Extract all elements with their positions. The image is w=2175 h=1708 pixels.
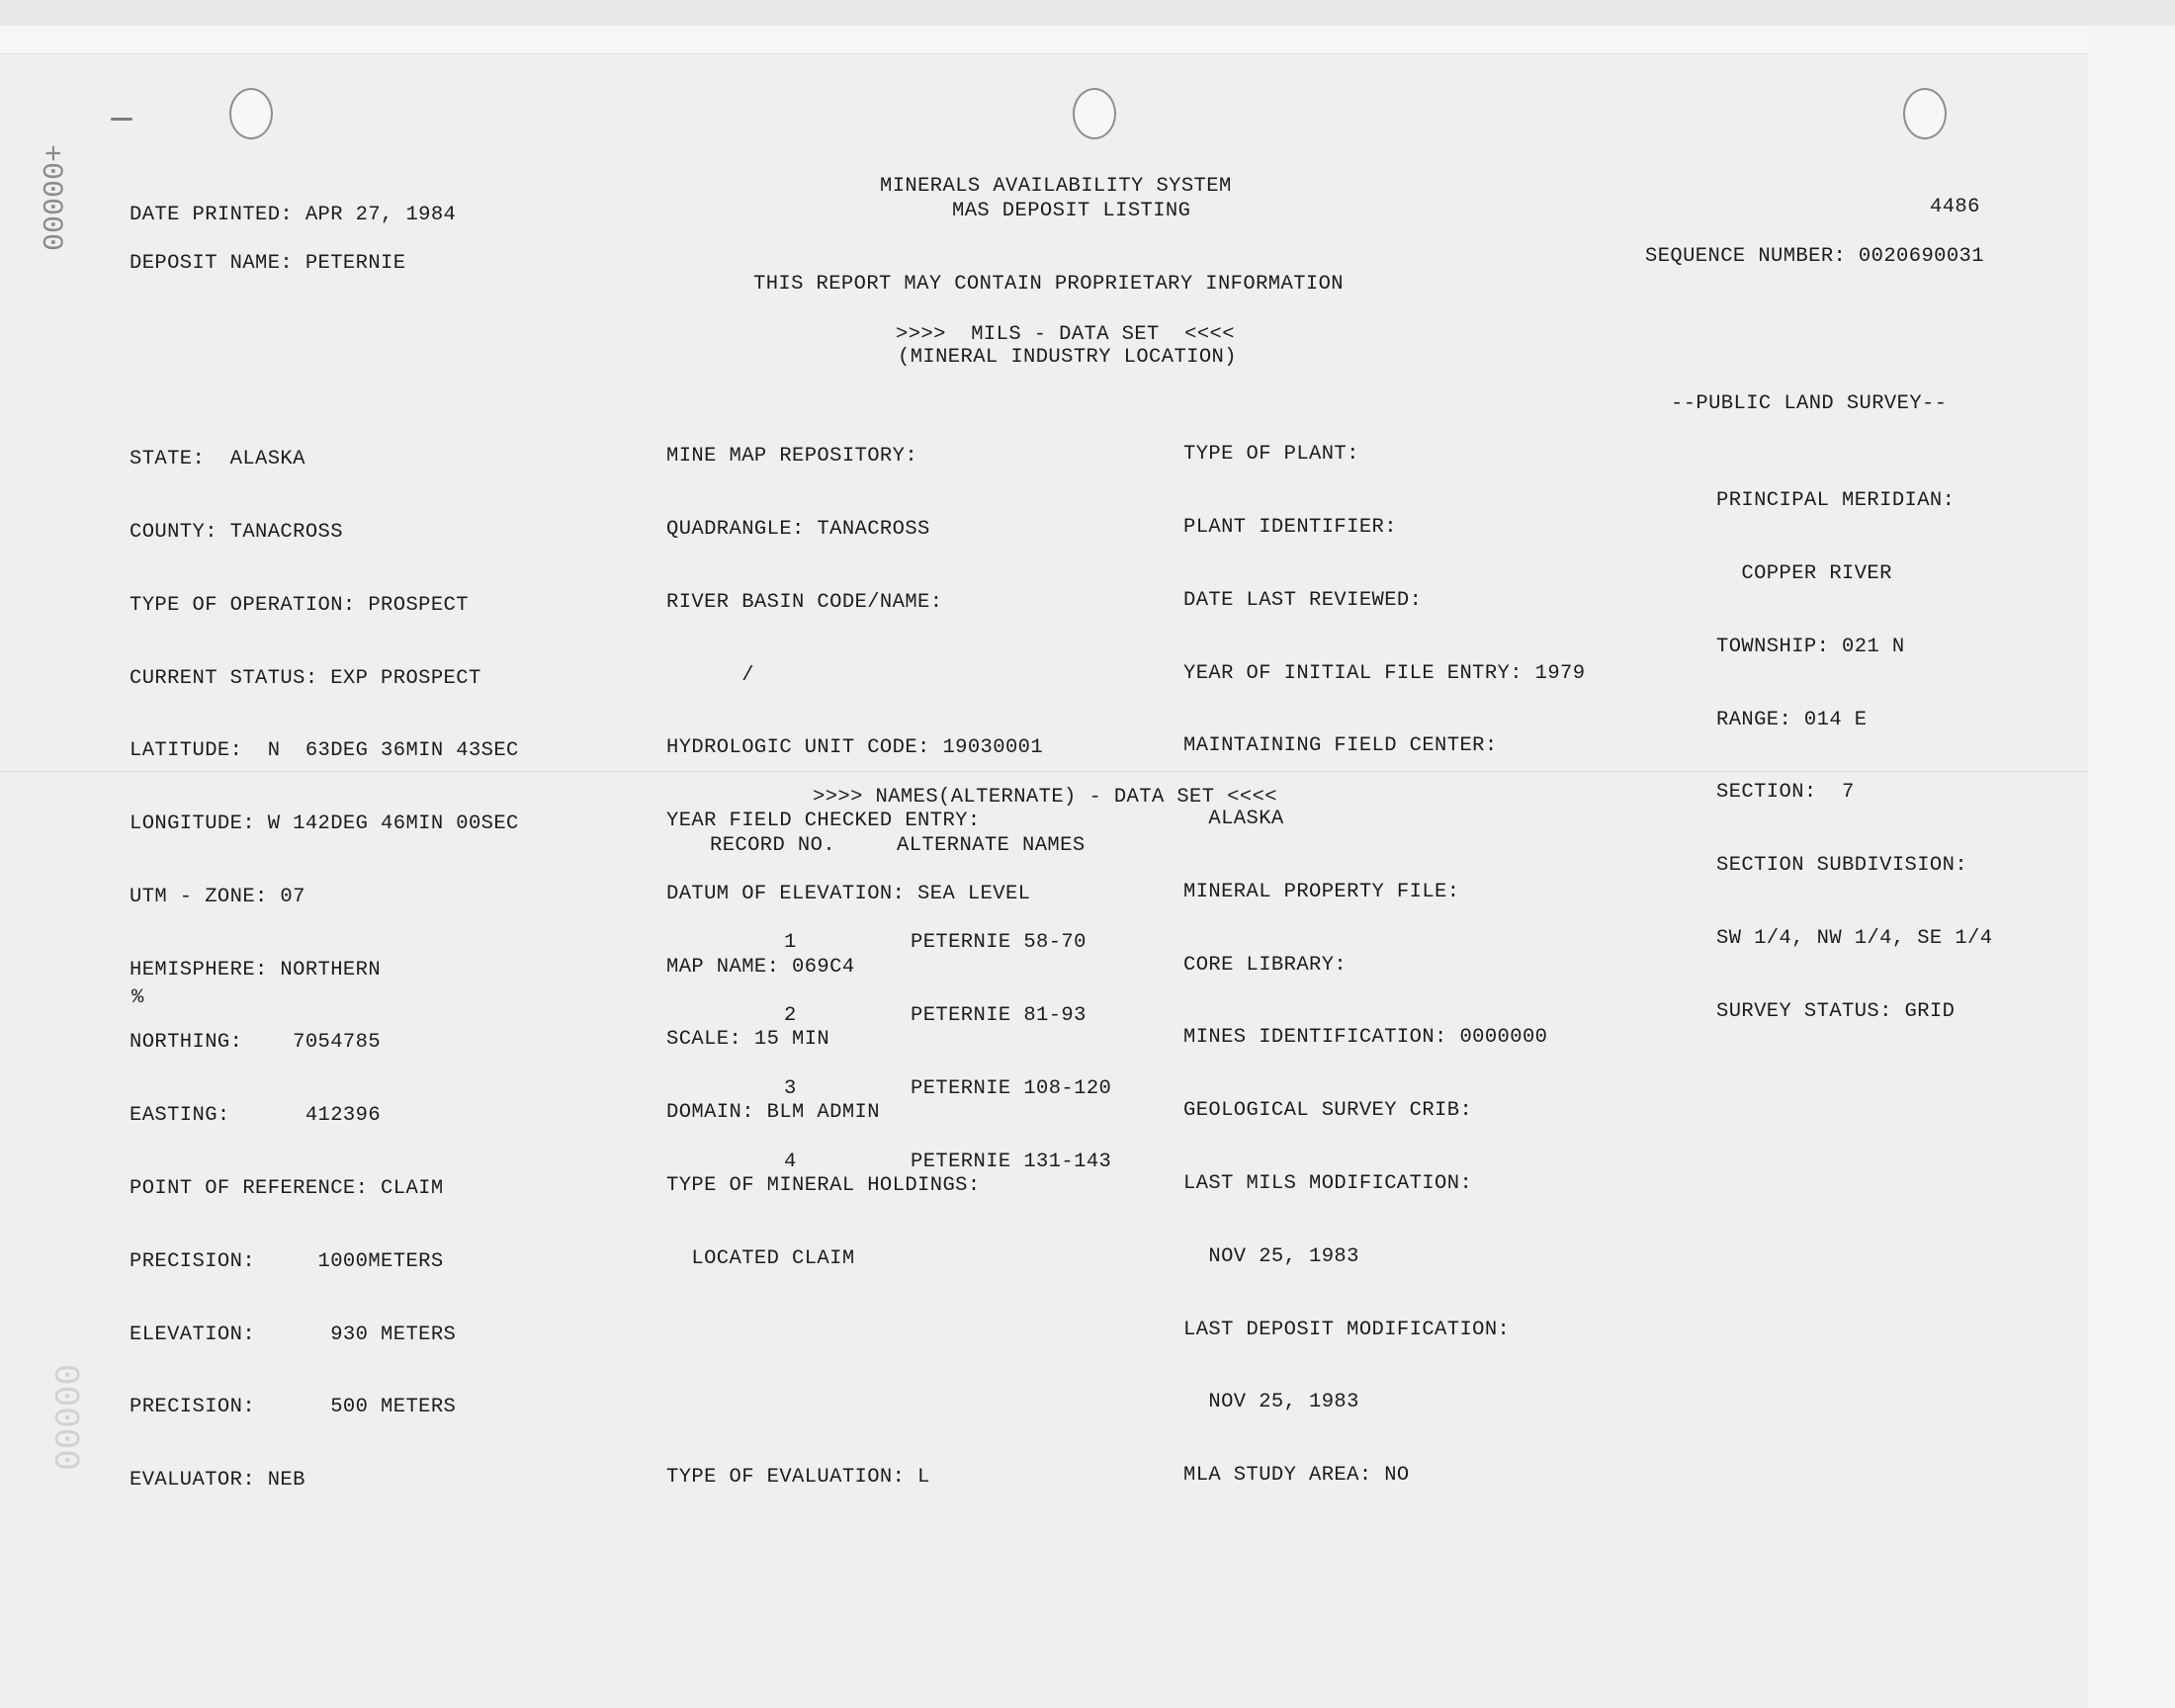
page-number: 4486 (1930, 196, 1980, 218)
punch-hole-center (1073, 88, 1116, 139)
record-number-column (784, 883, 809, 1199)
date-printed: DATE PRINTED: APR 27, 1984 (130, 204, 457, 226)
field-line: MAINTAINING FIELD CENTER: (1183, 734, 1498, 758)
field-line: POINT OF REFERENCE: CLAIM (130, 1177, 444, 1200)
alternate-name: PETERNIE 58-70 (911, 931, 1087, 955)
field-line: SW 1/4, NW 1/4, SE 1/4 (1716, 926, 1993, 950)
public-land-survey-title: --PUBLIC LAND SURVEY-- (1671, 392, 1948, 415)
field-line: LAST MILS MODIFICATION: (1183, 1172, 1473, 1195)
field-line: RIVER BASIN CODE/NAME: (666, 590, 943, 614)
field-line: PRECISION: 500 METERS (130, 1396, 457, 1419)
alternate-name-column (911, 883, 1111, 1199)
field-line: MLA STUDY AREA: NO (1183, 1464, 1410, 1488)
field-line: TYPE OF PLANT: (1183, 443, 1359, 467)
field-line: QUADRANGLE: TANACROSS (666, 517, 930, 541)
field-line: LOCATED CLAIM (666, 1246, 855, 1270)
record-number: 3 (784, 1076, 797, 1100)
field-line: EVALUATOR: NEB (130, 1469, 305, 1493)
alternate-names-header: ALTERNATE NAMES (897, 834, 1086, 857)
field-line: COUNTY: TANACROSS (130, 520, 343, 544)
field-line: MAP NAME: 069C4 (666, 955, 855, 979)
land-survey-column (1716, 441, 1992, 1049)
mils-heading: >>>> MILS - DATA SET <<<< (896, 323, 1235, 346)
field-line: UTM - ZONE: 07 (130, 885, 305, 908)
record-number: 2 (784, 1003, 797, 1027)
field-line: PRECISION: 1000METERS (130, 1249, 444, 1273)
field-line: / (666, 663, 754, 687)
field-line: YEAR FIELD CHECKED ENTRY: (666, 810, 981, 833)
field-line (666, 1393, 1043, 1417)
field-line: STATE: ALASKA (130, 448, 305, 471)
field-line (666, 1321, 1043, 1345)
field-line: SECTION: 7 (1716, 781, 1855, 805)
location-column (130, 399, 519, 1517)
field-line: TYPE OF EVALUATION: L (666, 1466, 930, 1490)
deposit-name: DEPOSIT NAME: PETERNIE (130, 252, 406, 275)
field-line: TYPE OF OPERATION: PROSPECT (130, 593, 469, 617)
field-line: EASTING: 412396 (130, 1104, 382, 1128)
field-line: SURVEY STATUS: GRID (1716, 999, 1956, 1023)
field-line: GEOLOGICAL SURVEY CRIB: (1183, 1099, 1473, 1123)
field-line: CURRENT STATUS: EXP PROSPECT (130, 666, 481, 690)
field-line: LONGITUDE: W 142DEG 46MIN 00SEC (130, 812, 519, 836)
field-line: SECTION SUBDIVISION: (1716, 854, 1968, 878)
names-heading: >>>> NAMES(ALTERNATE) - DATA SET <<<< (813, 786, 1277, 809)
right-page-strip (2088, 26, 2175, 1708)
alternate-name: PETERNIE 108-120 (911, 1076, 1112, 1100)
field-line: PLANT IDENTIFIER: (1183, 515, 1397, 539)
field-line: CORE LIBRARY: (1183, 953, 1348, 977)
field-line: NOV 25, 1983 (1183, 1244, 1359, 1268)
plant-column (1183, 394, 1585, 1512)
listing-title: MAS DEPOSIT LISTING (952, 200, 1191, 222)
field-line: TOWNSHIP: 021 N (1716, 635, 1905, 658)
field-line: NOV 25, 1983 (1183, 1391, 1359, 1414)
system-title: MINERALS AVAILABILITY SYSTEM (880, 175, 1232, 198)
alternate-name: PETERNIE 131-143 (911, 1150, 1112, 1173)
record-number: 4 (784, 1150, 797, 1173)
field-line: TYPE OF MINERAL HOLDINGS: (666, 1174, 981, 1197)
margin-arrow-mark (111, 118, 132, 121)
field-line: ELEVATION: 930 METERS (130, 1323, 457, 1346)
punch-hole-right (1903, 88, 1947, 139)
alternate-name: PETERNIE 81-93 (911, 1003, 1087, 1027)
field-line: MINERAL PROPERTY FILE: (1183, 880, 1460, 903)
field-line: SCALE: 15 MIN (666, 1028, 830, 1052)
field-line: ALASKA (1183, 808, 1284, 831)
percent-mark: % (131, 986, 144, 1009)
sequence-number: SEQUENCE NUMBER: 0020690031 (1645, 245, 1984, 268)
field-line: YEAR OF INITIAL FILE ENTRY: 1979 (1183, 661, 1586, 685)
field-line: PRINCIPAL MERIDIAN: (1716, 489, 1956, 513)
margin-ghost-number: 00000 (44, 1364, 85, 1472)
field-line: NORTHING: 7054785 (130, 1031, 382, 1055)
field-line: LAST DEPOSIT MODIFICATION: (1183, 1318, 1511, 1341)
field-line: COPPER RIVER (1716, 561, 1892, 585)
proprietary-notice: THIS REPORT MAY CONTAIN PROPRIETARY INFORMATION (753, 273, 1344, 296)
field-line: RANGE: 014 E (1716, 708, 1868, 731)
page-top-edge (0, 26, 2175, 54)
field-line: DATUM OF ELEVATION: SEA LEVEL (666, 882, 1031, 905)
punch-hole-left (229, 88, 273, 139)
record-number: 1 (784, 931, 797, 955)
field-line: HYDROLOGIC UNIT CODE: 19030001 (666, 736, 1044, 760)
field-line: MINES IDENTIFICATION: 0000000 (1183, 1026, 1548, 1050)
margin-id-number: +00000 (34, 144, 67, 252)
record-no-header: RECORD NO. (710, 834, 836, 857)
field-line: LATITUDE: N 63DEG 36MIN 43SEC (130, 739, 519, 763)
field-line: HEMISPHERE: NORTHERN (130, 958, 382, 982)
field-line: MINE MAP REPOSITORY: (666, 445, 918, 469)
mils-subheading: (MINERAL INDUSTRY LOCATION) (898, 346, 1237, 369)
field-line: DATE LAST REVIEWED: (1183, 588, 1423, 612)
field-line: DOMAIN: BLM ADMIN (666, 1101, 880, 1125)
